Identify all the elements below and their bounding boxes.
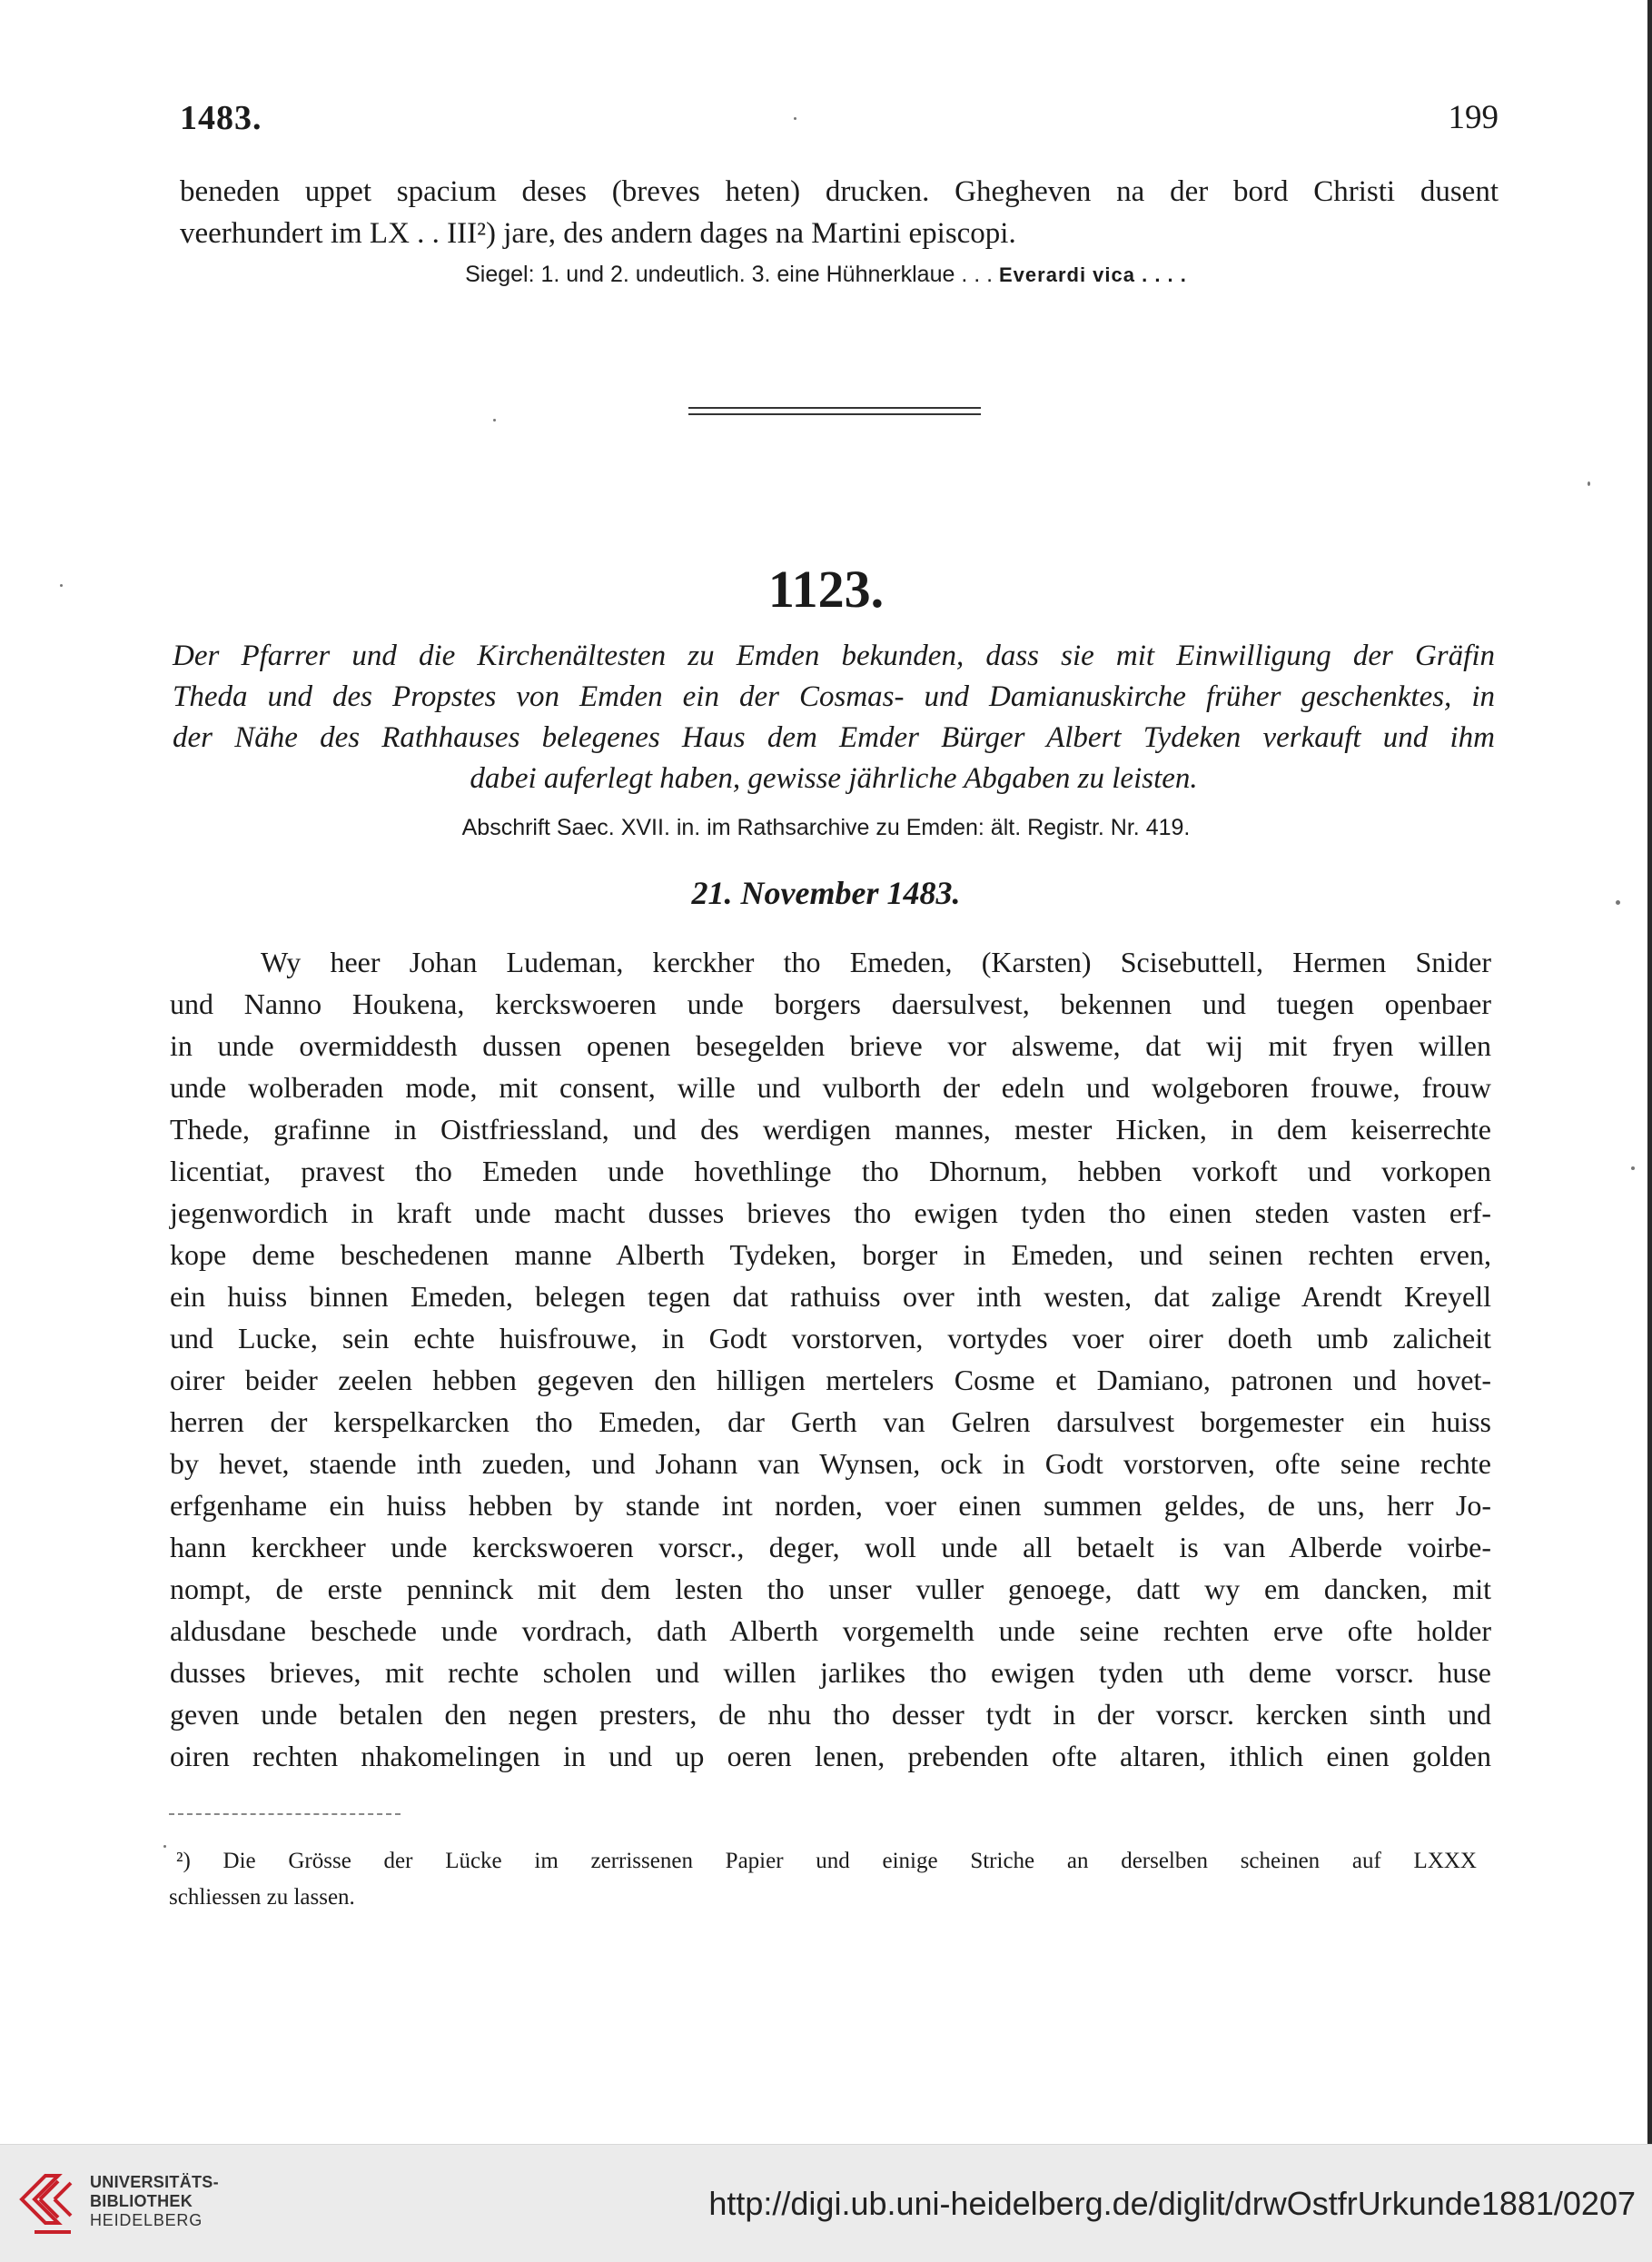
text-line: hann kerckheer unde kerckswoeren vorscr., deger, woll unde all betaelt is van Alberde voirbe- [170,1531,1491,1563]
logo-line: UNIVERSITÄTS- [90,2173,219,2191]
text-line: beneden uppet spacium deses (breves heten) drucken. Ghegheven na der bord Christi dusent [180,175,1499,208]
section-divider [688,413,981,415]
library-logo-icon [16,2167,80,2237]
speck [163,1845,166,1848]
source-note: Abschrift Saec. XVII. in. im Rathsarchive zu Emden: ält. Registr. Nr. 419. [461,815,1191,840]
document-date: 21. November 1483. [691,875,961,911]
speck [1631,1166,1635,1170]
previous-document-ending [180,171,1499,254]
text-line: kope deme beschedenen manne Alberth Tydeken, borger in Emeden, und seinen rechten erven, [170,1238,1491,1271]
library-logo-text [90,2173,219,2230]
document-summary [173,636,1495,799]
text-line: dusses brieves, mit rechte scholen und willen jarlikes tho ewigen tyden uth deme vorscr. huse [170,1656,1491,1689]
speck [794,117,796,120]
summary-line: Theda und des Propstes von Emden ein der Cosmas- und Damianuskirche früher geschenktes, in [173,680,1495,713]
text-line: Thede, grafinne in Oistfriessland, und des werdigen mannes, mester Hicken, in dem keiserrechte [170,1113,1491,1146]
text-line: erfgenhame ein huiss hebben by stande int norden, voer einen summen geldes, de uns, herr Jo- [170,1489,1491,1522]
summary-line: Der Pfarrer und die Kirchenältesten zu Emden bekunden, dass sie mit Einwilligung der Gräfin [173,640,1495,672]
running-head-year: 1483. [180,99,262,137]
speck [1588,481,1590,486]
footnote-line: schliessen zu lassen. [169,1885,355,1910]
page-number: 199 [1448,99,1499,136]
text-line: in unde overmiddesth dussen openen besegelden brieve vor alsweme, dat wij mit fryen willen [170,1029,1491,1062]
permalink-url[interactable]: http://digi.ub.uni-heidelberg.de/diglit/drwOstfrUrkunde1881/0207 [708,2185,1636,2222]
document-number: 1123. [767,560,885,619]
text-line: geven unde betalen den negen presters, de nhu tho desser tydt in der vorscr. kercken sinth und [170,1698,1491,1731]
text-line: herren der kerspelkarcken tho Emeden, dar Gerth van Gelren darsulvest borgemester ein huiss [170,1405,1491,1438]
footnote [169,1843,1477,1916]
text-line: by hevet, staende inth zueden, und Johann van Wynsen, ock in Godt vorstorven, ofte seine rechte [170,1447,1491,1480]
viewer-footer [0,2144,1652,2262]
scan-edge [1647,0,1652,2144]
text-line: jegenwordich in kraft unde macht dusses brieves tho ewigen tyden tho einen steden vasten erf- [170,1196,1491,1229]
summary-line: dabei auferlegt haben, gewisse jährliche Abgaben zu leisten. [470,762,1198,795]
text-line: oiren rechten nhakomelingen in und up oeren lenen, prebenden ofte altaren, ithlich einen golden [170,1740,1491,1772]
summary-line: der Nähe des Rathhauses belegenes Haus dem Emder Bürger Albert Tydeken verkauft und ihm [173,721,1495,754]
section-divider [688,407,981,409]
speck [1616,900,1620,905]
text-line: oirer beider zeelen hebben gegeven den hilligen mertelers Cosme et Damiano, patronen und hovet- [170,1364,1491,1396]
seal-note-text: Siegel: 1. und 2. undeutlich. 3. eine Hühnerklaue . . . [465,262,999,287]
seal-note [0,262,1652,288]
speck [493,419,496,422]
text-line: aldusdane beschede unde vordrach, dath Alberth vorgemelth unde seine rechten erve ofte holder [170,1614,1491,1647]
document-text [170,941,1491,1777]
text-line: licentiat, pravest tho Emeden unde hovethlinge tho Dhornum, hebben vorkoft und vorkopen [170,1155,1491,1187]
text-line: ein huiss binnen Emeden, belegen tegen dat rathuiss over inth westen, dat zalige Arendt Kreyell [170,1280,1491,1313]
text-line: nompt, de erste penninck mit dem lesten tho unser vuller genoege, datt wy em dancken, mit [170,1572,1491,1605]
running-head [180,98,1499,144]
text-line: Wy heer Johan Ludeman, kerckher tho Emeden, (Karsten) Scisebuttell, Hermen Snider [261,946,1491,978]
footnote-line: ²) Die Grösse der Lücke im zerrissenen Papier und einige Striche an derselben scheinen auf LXXX [176,1849,1477,1873]
speck [60,584,63,587]
text-line: und Nanno Houkena, kerckswoeren unde borgers daersulvest, bekennen und tuegen openbaer [170,987,1491,1020]
logo-line: BIBLIOTHEK [90,2192,193,2210]
text-line: und Lucke, sein echte huisfrouwe, in Godt vorstorven, vortydes voer oirer doeth umb zalicheit [170,1322,1491,1354]
seal-note-bold: Everardi vica . . . . [999,263,1187,286]
text-line: veerhundert im LX . . III²) jare, des andern dages na Martini episcopi. [180,217,1016,250]
text-line: unde wolberaden mode, mit consent, wille und vulborth der edeln und wolgeboren frouwe, frouw [170,1071,1491,1104]
logo-line: HEIDELBERG [90,2211,203,2229]
footnote-rule [169,1813,401,1815]
